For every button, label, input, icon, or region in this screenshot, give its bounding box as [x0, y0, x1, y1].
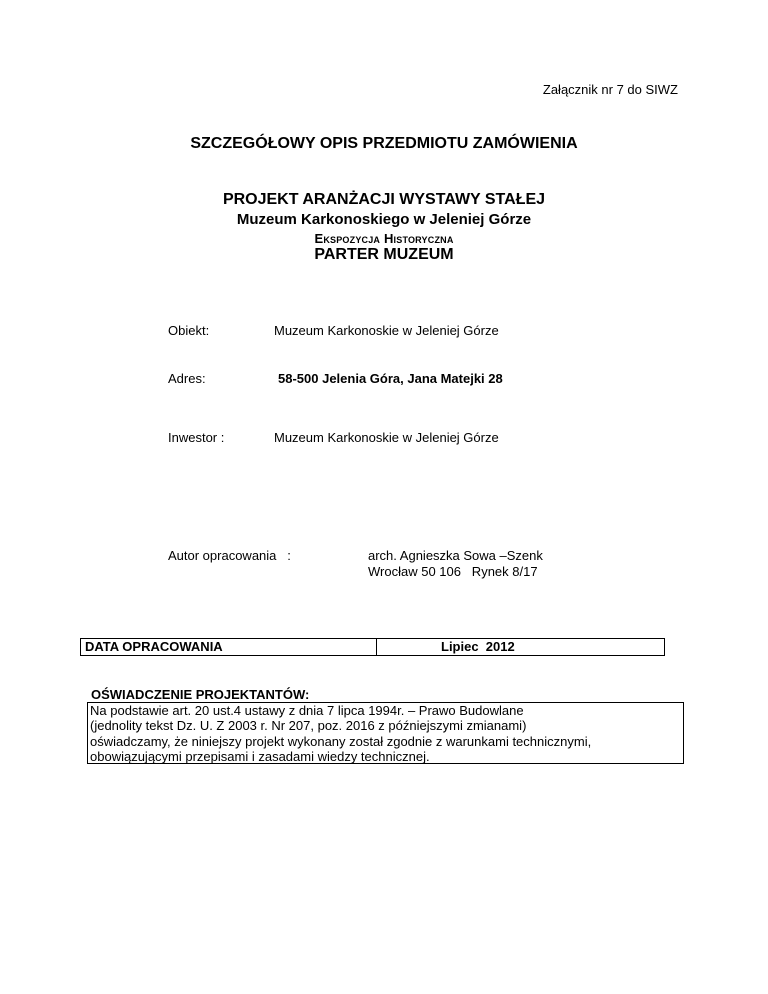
- author-address: Wrocław 50 106 Rynek 8/17: [368, 564, 538, 579]
- investor-label: Inwestor :: [168, 430, 225, 445]
- project-title: PROJEKT ARANŻACJI WYSTAWY STAŁEJ: [222, 191, 546, 208]
- object-value: Muzeum Karkonoskie w Jeleniej Górze: [274, 323, 499, 338]
- declaration-line: Na podstawie art. 20 ust.4 ustawy z dnia 7 lipca 1994r. – Prawo Budowlane: [90, 703, 524, 718]
- author-label: Autor opracowania :: [168, 548, 291, 563]
- declaration-line: oświadczamy, że niniejszy projekt wykonany został zgodnie z warunkami technicznymi,: [90, 733, 592, 749]
- declaration-line: obowiązującymi przepisami i zasadami wiedzy technicznej.: [90, 748, 430, 764]
- museum-name: Muzeum Karkonoskiego w Jeleniej Górze: [236, 211, 532, 228]
- address-label: Adres:: [168, 371, 206, 386]
- investor-value: Muzeum Karkonoskie w Jeleniej Górze: [274, 430, 499, 445]
- date-value: Lipiec 2012: [441, 639, 515, 654]
- address-value: 58-500 Jelenia Góra, Jana Matejki 28: [278, 371, 503, 386]
- declaration-title: OŚWIADCZENIE PROJEKTANTÓW:: [91, 687, 310, 702]
- author-name: arch. Agnieszka Sowa –Szenk: [368, 548, 543, 563]
- object-label: Obiekt:: [168, 323, 210, 338]
- declaration-line: (jednolity tekst Dz. U. Z 2003 r. Nr 207, poz. 2016 z późniejszymi zmianami): [90, 718, 527, 734]
- floor-name: PARTER MUZEUM: [314, 246, 454, 263]
- annex-label: Załącznik nr 7 do SIWZ: [542, 82, 678, 97]
- exposition-name: Ekspozycja Historyczna: [314, 231, 454, 246]
- document-title: SZCZEGÓŁOWY OPIS PRZEDMIOTU ZAMÓWIENIA: [190, 135, 578, 152]
- date-label: DATA OPRACOWANIA: [81, 639, 377, 655]
- date-table: [80, 638, 665, 656]
- declaration-box: [87, 702, 684, 764]
